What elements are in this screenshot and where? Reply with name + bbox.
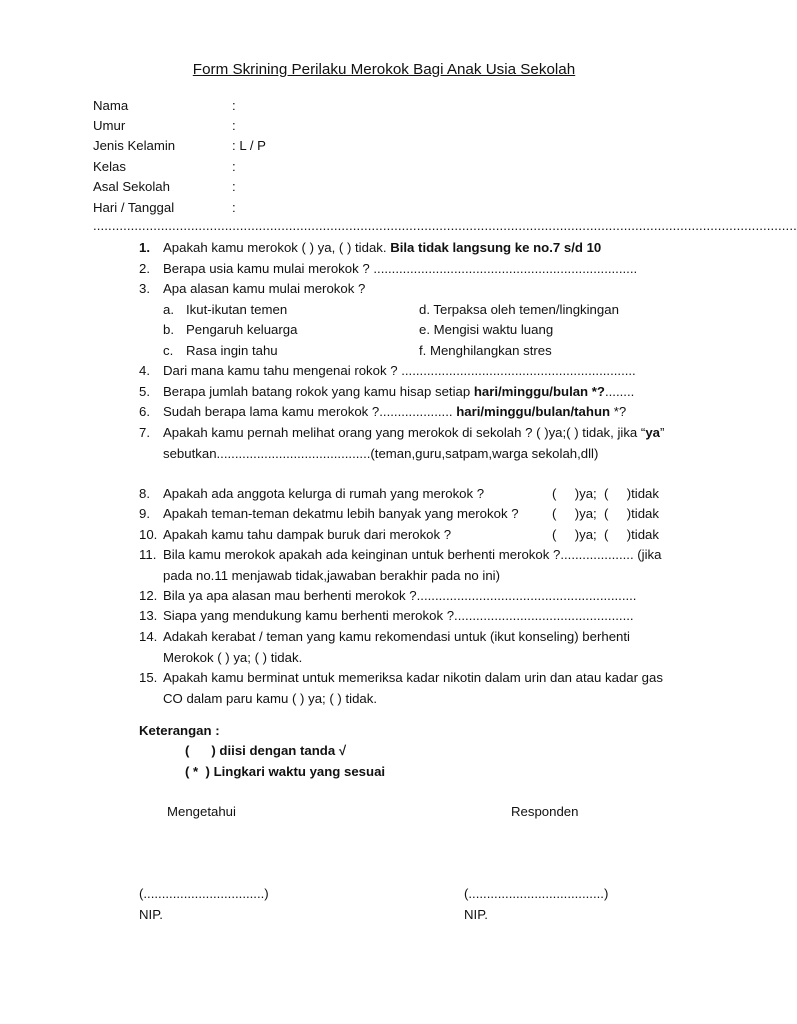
question-number: 6.	[139, 404, 150, 419]
question-number: 3.	[139, 281, 150, 296]
question-number: 8.	[139, 486, 150, 501]
question-text: Berapa usia kamu mulai merokok ? ........................................................................	[163, 261, 638, 276]
signature-left-blank: (.................................)	[139, 886, 269, 901]
signature-left-nip: NIP.	[139, 907, 163, 922]
question-7	[139, 423, 674, 464]
question-14	[139, 627, 674, 668]
question-number: 14.	[139, 629, 158, 644]
question-emphasis: ya	[645, 425, 660, 440]
field-label: Umur	[93, 118, 126, 133]
option-f	[419, 341, 552, 361]
question-text	[163, 238, 674, 259]
question-number: 4.	[139, 363, 150, 378]
question-1	[139, 238, 674, 259]
option-letter: b.	[163, 322, 174, 337]
question-text: Apakah teman-teman dekatmu lebih banyak yang merokok ?	[163, 506, 519, 521]
yes-no-choice: ( )ya; ( )tidak	[552, 506, 659, 521]
question-text-part: Apakah kamu merokok ( ) ya, ( ) tidak.	[163, 240, 391, 255]
question-number: 2.	[139, 261, 150, 276]
question-text-part: Apakah kamu pernah melihat orang yang merokok di sekolah ? ( )ya;( ) tidak, jika “	[163, 425, 646, 440]
field-value: :	[232, 159, 236, 174]
question-number: 11.	[139, 547, 157, 562]
question-11	[139, 545, 674, 586]
yes-no-choice: ( )ya; ( )tidak	[552, 527, 659, 542]
field-value: :	[232, 200, 236, 215]
option-letter: c.	[163, 343, 174, 358]
field-value: :	[232, 98, 236, 113]
option-text: e. Mengisi waktu luang	[419, 322, 554, 337]
question-text	[163, 402, 674, 423]
field-label: Jenis Kelamin	[93, 138, 176, 153]
question-emphasis: hari/minggu/bulan/tahun	[456, 404, 611, 419]
question-number: 9.	[139, 506, 150, 521]
field-nama	[93, 96, 236, 116]
question-text-part: *?	[610, 404, 627, 419]
signature-left-title: Mengetahui	[167, 804, 236, 819]
question-number: 7.	[139, 425, 150, 440]
question-text-part: Sudah berapa lama kamu merokok ?....................	[163, 404, 457, 419]
option-text: f. Menghilangkan stres	[419, 343, 552, 358]
question-text-part: Berapa jumlah batang rokok yang kamu hisap setiap	[163, 384, 474, 399]
question-emphasis: hari/minggu/bulan *?	[473, 384, 605, 399]
question-text: Bila ya apa alasan mau berhenti merokok ?............................................................	[163, 588, 637, 603]
question-text	[163, 423, 674, 464]
field-value: :	[232, 179, 236, 194]
signature-right-blank: (.....................................)	[464, 886, 609, 901]
question-9	[139, 504, 674, 525]
question-text: Apa alasan kamu mulai merokok ?	[163, 281, 366, 296]
question-5	[139, 382, 674, 403]
question-15	[139, 668, 674, 709]
question-2	[139, 259, 674, 280]
form-title: Form Skrining Perilaku Merokok Bagi Anak Usia Sekolah	[192, 61, 576, 78]
question-text: Dari mana kamu tahu mengenai rokok ? ................................................................	[163, 363, 636, 378]
field-kelas	[93, 157, 236, 177]
question-text: Apakah kamu berminat untuk memeriksa kadar nikotin dalam urin dan atau kadar gas CO dalam paru kamu ( ) ya; ( ) tidak.	[163, 670, 663, 706]
field-label: Nama	[93, 98, 129, 113]
field-value: :	[232, 118, 236, 133]
dotted-divider: ...........................................................................................................................................................................................	[93, 218, 797, 233]
field-umur	[93, 116, 236, 136]
note-checkmark: ( ) diisi dengan tanda √	[185, 743, 347, 758]
option-a	[163, 300, 287, 320]
option-text: Ikut-ikutan temen	[186, 302, 288, 317]
question-text-part: ” sebutkan..........................................(teman,guru,satpam,warga sekolah,dll)	[163, 425, 665, 461]
yes-no-choice: ( )ya; ( )tidak	[552, 486, 659, 501]
question-text: Siapa yang mendukung kamu berhenti merokok ?.................................................	[163, 608, 634, 623]
field-jenis-kelamin	[93, 136, 266, 156]
field-asal-sekolah	[93, 177, 236, 197]
option-c	[163, 341, 278, 361]
question-text	[163, 382, 674, 403]
notes-heading: Keterangan :	[139, 723, 220, 738]
signature-right-title: Responden	[511, 804, 579, 819]
field-value: : L / P	[232, 138, 266, 153]
question-4	[139, 361, 674, 382]
question-number: 10.	[139, 527, 158, 542]
question-3	[139, 279, 674, 300]
option-letter: a.	[163, 302, 174, 317]
signature-right-nip: NIP.	[464, 907, 488, 922]
question-text: Apakah ada anggota kelurga di rumah yang merokok ?	[163, 486, 485, 501]
question-number: 13.	[139, 608, 158, 623]
field-label: Kelas	[93, 159, 126, 174]
question-text: Apakah kamu tahu dampak buruk dari merokok ?	[163, 527, 452, 542]
note-circle-time: ( * ) Lingkari waktu yang sesuai	[185, 764, 386, 779]
option-d	[419, 300, 619, 320]
question-8	[139, 484, 674, 505]
question-number: 1.	[139, 240, 150, 255]
question-text-part: ........	[604, 384, 635, 399]
question-12	[139, 586, 674, 607]
question-text: Bila kamu merokok apakah ada keinginan untuk berhenti merokok ?.................... (jika pada no.11 menjawab tidak,jawaban berakhir pada no ini)	[163, 547, 662, 583]
question-number: 12.	[139, 588, 158, 603]
field-hari-tanggal	[93, 198, 236, 218]
option-text: Rasa ingin tahu	[186, 343, 278, 358]
field-label: Hari / Tanggal	[93, 200, 175, 215]
question-number: 15.	[139, 670, 158, 685]
field-label: Asal Sekolah	[93, 179, 170, 194]
question-10	[139, 525, 674, 546]
question-6	[139, 402, 674, 423]
question-number: 5.	[139, 384, 150, 399]
question-text: Adakah kerabat / teman yang kamu rekomendasi untuk (ikut konseling) berhenti Merokok ( ) ya; ( ) tidak.	[163, 629, 630, 665]
option-text: Pengaruh keluarga	[186, 322, 298, 337]
option-b	[163, 320, 297, 340]
question-13	[139, 606, 674, 627]
option-text: d. Terpaksa oleh temen/lingkingan	[419, 302, 619, 317]
question-instruction: Bila tidak langsung ke no.7 s/d 10	[390, 240, 602, 255]
option-e	[419, 320, 553, 340]
